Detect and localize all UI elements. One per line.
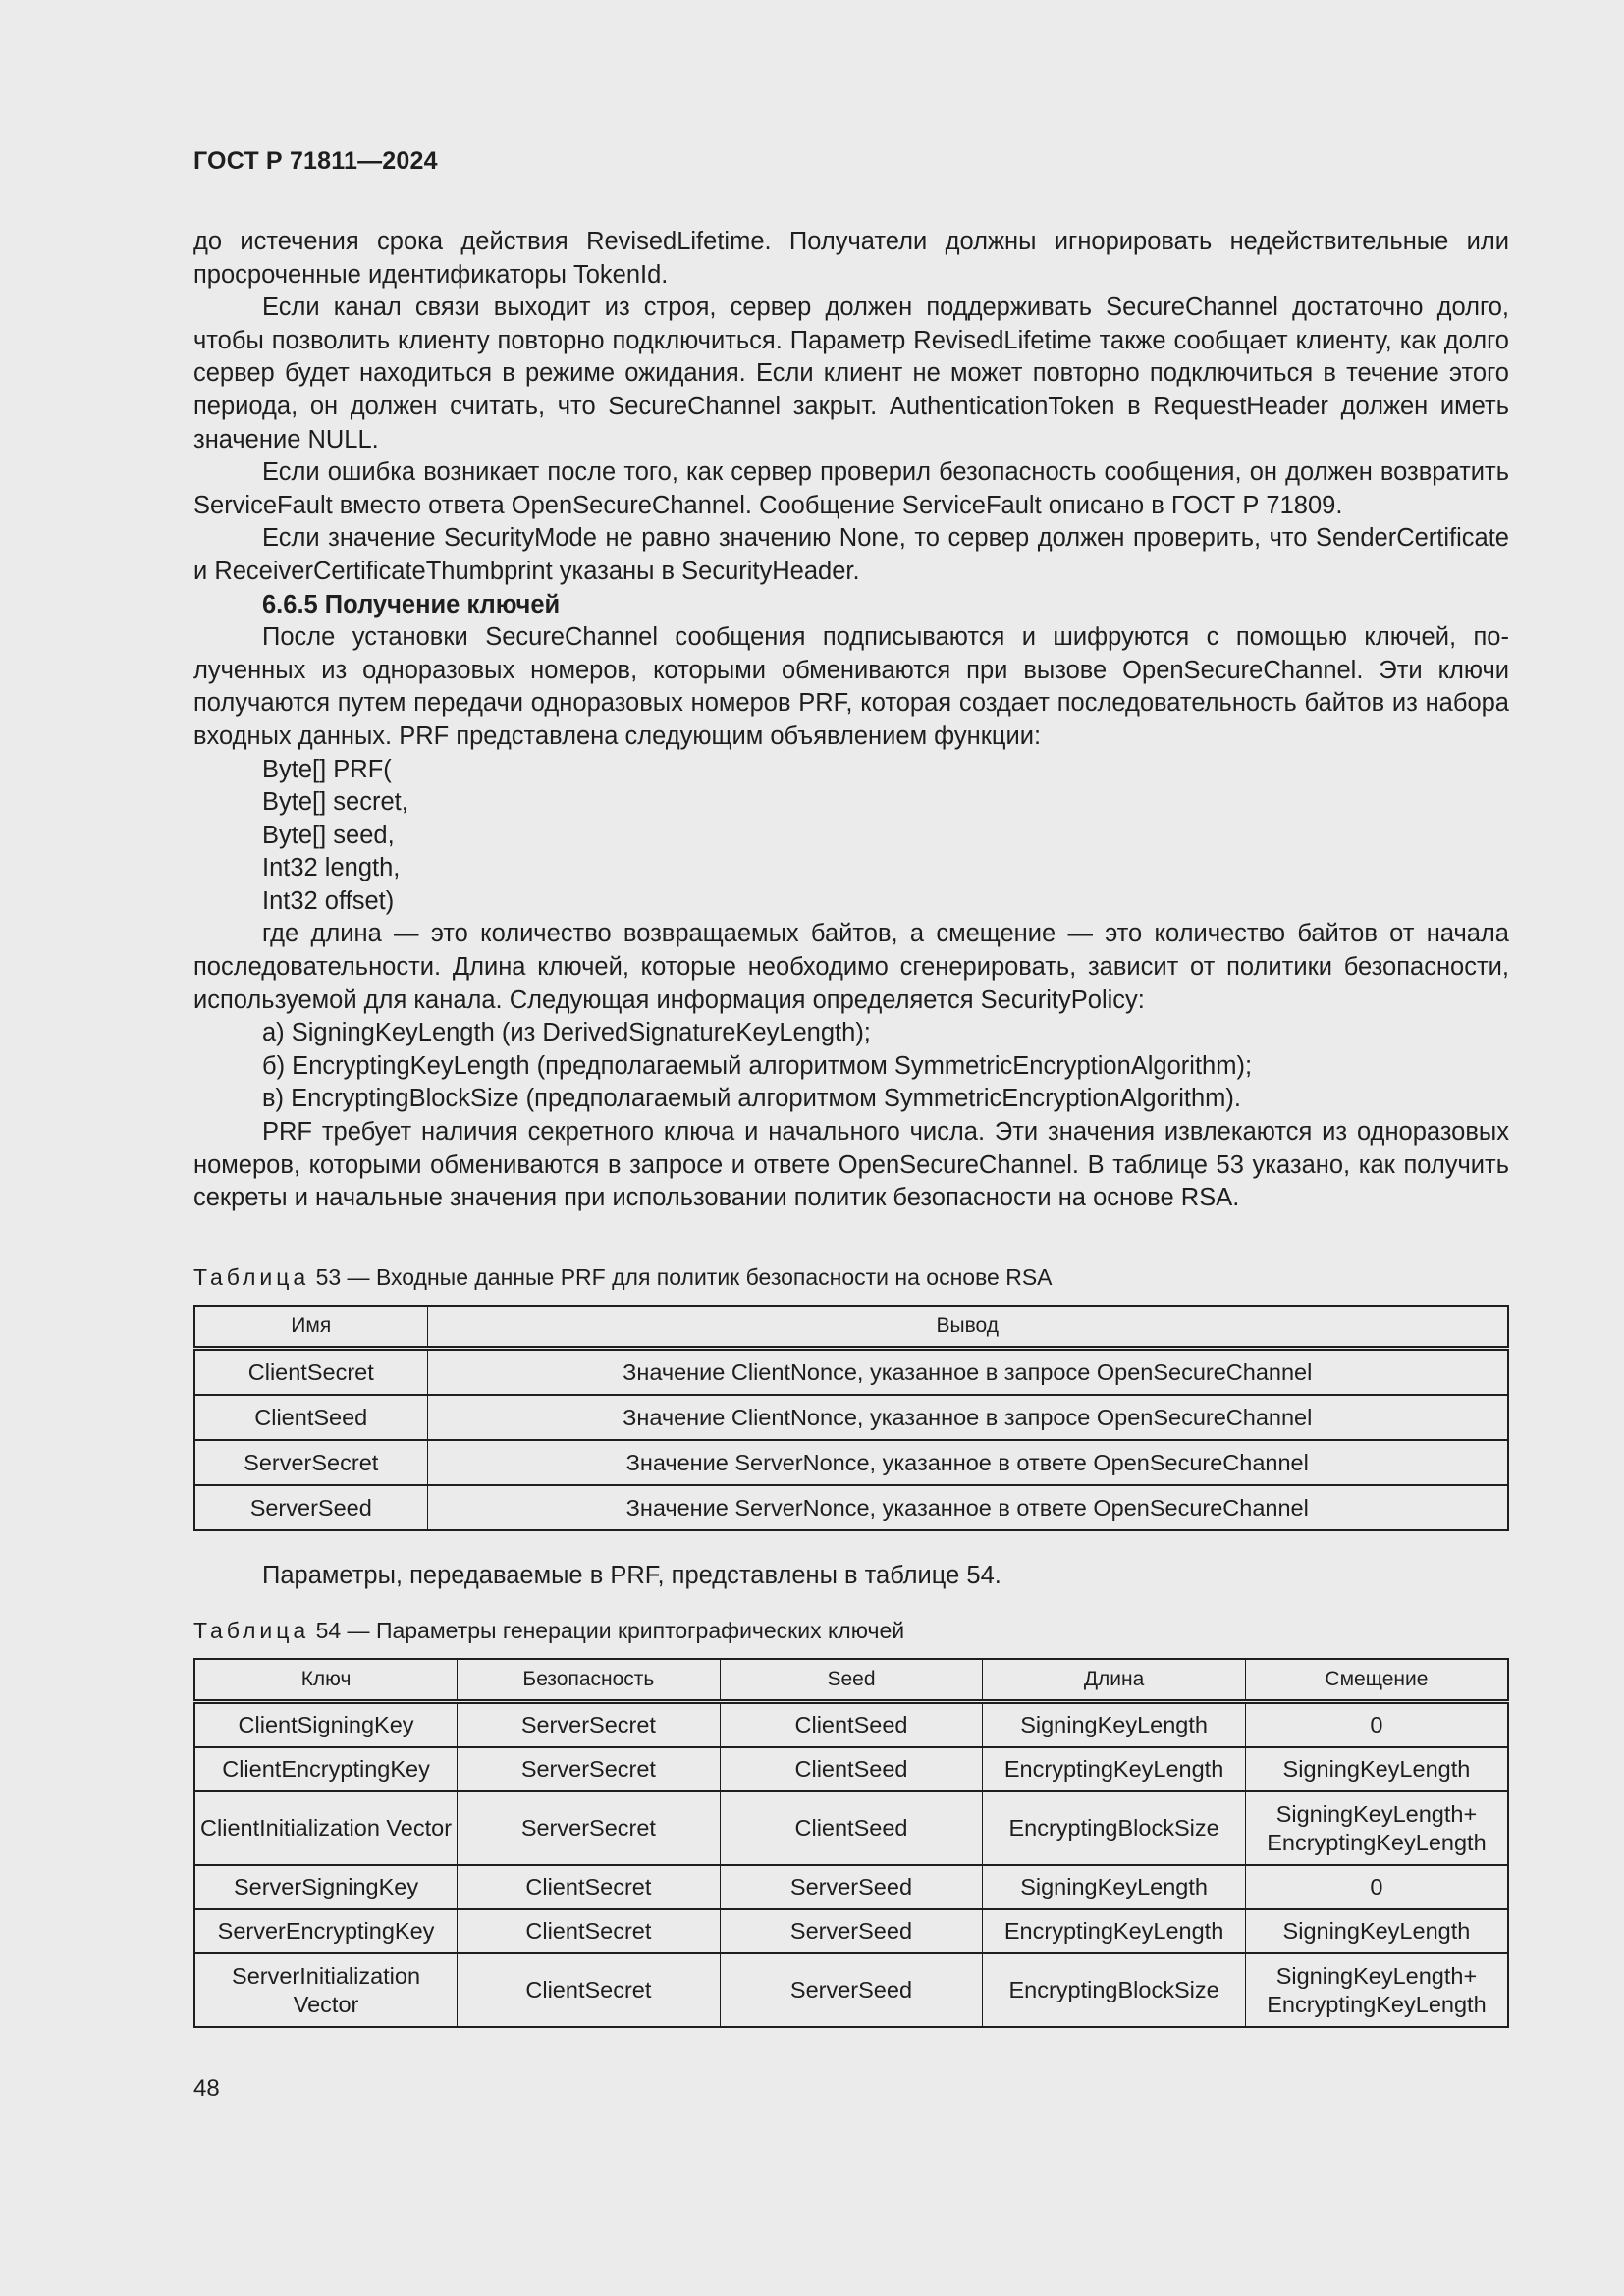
table-cell: 0	[1245, 1702, 1508, 1748]
column-header: Имя	[194, 1306, 427, 1349]
column-header: Ключ	[194, 1659, 458, 1702]
document-id-header: ГОСТ Р 71811—2024	[193, 147, 438, 175]
table-cell: ClientEncryptingKey	[194, 1747, 458, 1791]
table-cell: EncryptingBlockSize	[983, 1953, 1246, 2027]
table-row	[194, 1440, 1508, 1485]
body-text	[193, 226, 1509, 1215]
table-caption-label: Таблица	[193, 1264, 310, 1290]
table-row	[194, 1747, 1508, 1791]
table-cell: ServerSeed	[194, 1485, 427, 1530]
column-header: Безопасность	[458, 1659, 721, 1702]
table-cell: EncryptingKeyLength	[983, 1747, 1246, 1791]
paragraph-error-handling: Если ошибка возникает после того, как сервер проверил безопасность сообщения, он должен возвратить ServiceFault вместо ответа OpenSecureChannel. Сообщение ServiceFault описано в ГОСТ Р 71809.	[193, 458, 1509, 519]
table-row	[194, 1485, 1508, 1530]
table-cell: ServerSecret	[194, 1440, 427, 1485]
table-cell: Значение ServerNonce, указанное в ответе OpenSecureChannel	[427, 1485, 1508, 1530]
code-line: Byte[] secret,	[262, 788, 408, 817]
code-line: Int32 offset)	[262, 886, 395, 915]
table-cell: SigningKeyLength	[983, 1702, 1246, 1748]
table-cell: Значение ClientNonce, указанное в запросе OpenSecureChannel	[427, 1395, 1508, 1440]
table-caption-text: 53 — Входные данные PRF для политик безопасности на основе RSA	[315, 1264, 1053, 1290]
table-row	[194, 1702, 1508, 1748]
code-line: Int32 length,	[262, 854, 401, 882]
table-row	[194, 1953, 1508, 2027]
list-item: а) SigningKeyLength (из DerivedSignatureKeyLength);	[262, 1019, 871, 1047]
list-item: б) EncryptingKeyLength (предполагаемый алгоритмом SymmetricEncryptionAlgorithm);	[262, 1051, 1253, 1080]
table-cell: EncryptingKeyLength	[983, 1909, 1246, 1953]
table-cell: ServerEncryptingKey	[194, 1909, 458, 1953]
table-cell: ClientSeed	[720, 1702, 983, 1748]
paragraph-length-offset: где длина — это количество возвращаемых байтов, а смещение — это количество байтов от начала последовательности. Длина ключей, которые необходимо сгенерировать, зависит от политики безопасности, используемой для канала. Следующая информация определяется SecurityPolicy:	[193, 920, 1509, 1014]
table-cell: ServerSecret	[458, 1747, 721, 1791]
table-cell: ClientSeed	[720, 1747, 983, 1791]
table-row	[194, 1349, 1508, 1396]
table-cell: SigningKeyLength	[1245, 1909, 1508, 1953]
table-cell: ServerSeed	[720, 1909, 983, 1953]
table-53-prf-inputs	[193, 1305, 1509, 1531]
table-caption-label: Таблица	[193, 1618, 310, 1643]
paragraph-channel-failure: Если канал связи выходит из строя, сервер должен поддерживать SecureChannel достаточно долго, чтобы позволить клиенту повторно подключиться. Параметр RevisedLifetime также сообщает клиенту, как долго сервер будет находиться в режиме ожидания. Если клиент не может повторно подключиться в течение этого периода, он должен считать, что SecureChannel закрыт. AuthenticationToken в RequestHeader должен иметь значение NULL.	[193, 294, 1509, 454]
table-cell: ClientInitialization Vector	[194, 1791, 458, 1865]
paragraph-key-derivation: После установки SecureChannel сообщения подписываются и шифруются с помощью ключей, полученных из одноразовых номеров, которыми обмениваются при вызове OpenSecureChannel. Эти ключи получаются путем передачи одноразовых номеров PRF, которая создает последовательность байтов из набора входных данных. PRF представлена следующим объявлением функции:	[193, 623, 1509, 750]
table-cell: SigningKeyLength+ EncryptingKeyLength	[1245, 1953, 1508, 2027]
paragraph-continuation: до истечения срока действия RevisedLifetime. Получатели должны игнорировать недействительные или просроченные идентификаторы TokenId.	[193, 228, 1509, 289]
table-cell: SigningKeyLength+ EncryptingKeyLength	[1245, 1791, 1508, 1865]
table-cell: Значение ServerNonce, указанное в ответе OpenSecureChannel	[427, 1440, 1508, 1485]
page-number: 48	[193, 2075, 220, 2102]
table-cell: ClientSecret	[458, 1909, 721, 1953]
table-cell: ClientSeed	[194, 1395, 427, 1440]
table-cell: ServerSecret	[458, 1791, 721, 1865]
table-cell: ServerInitialization Vector	[194, 1953, 458, 2027]
table-cell: SigningKeyLength	[1245, 1747, 1508, 1791]
code-line: Byte[] seed,	[262, 821, 395, 849]
table-cell: ServerSecret	[458, 1702, 721, 1748]
table-cell: ClientSeed	[720, 1791, 983, 1865]
table-cell: EncryptingBlockSize	[983, 1791, 1246, 1865]
paragraph-params: Параметры, передаваемые в PRF, представлены в таблице 54.	[262, 1562, 1001, 1589]
table-row	[194, 1865, 1508, 1909]
table-cell: Значение ClientNonce, указанное в запросе OpenSecureChannel	[427, 1349, 1508, 1396]
column-header: Seed	[720, 1659, 983, 1702]
table-cell: ClientSecret	[458, 1865, 721, 1909]
table-cell: ClientSigningKey	[194, 1702, 458, 1748]
table-cell: ServerSigningKey	[194, 1865, 458, 1909]
table-cell: ClientSecret	[458, 1953, 721, 2027]
table-cell: ClientSecret	[194, 1349, 427, 1396]
table-54-key-generation-params	[193, 1658, 1509, 2028]
table-cell: ServerSeed	[720, 1953, 983, 2027]
column-header: Вывод	[427, 1306, 1508, 1349]
column-header: Смещение	[1245, 1659, 1508, 1702]
table-header-row	[194, 1659, 1508, 1702]
table-row	[194, 1395, 1508, 1440]
paragraph-prf-secrets: PRF требует наличия секретного ключа и начального числа. Эти значения извлекаются из одноразовых номеров, которыми обмениваются в запросе и ответе OpenSecureChannel. В таблице 53 указано, как получить секреты и начальные значения при использовании политик безопасности на основе RSA.	[193, 1118, 1509, 1212]
table-row	[194, 1791, 1508, 1865]
list-item: в) EncryptingBlockSize (предполагаемый алгоритмом SymmetricEncryptionAlgorithm).	[262, 1085, 1242, 1113]
table-54-caption	[193, 1618, 904, 1644]
table-header-row	[194, 1306, 1508, 1349]
paragraph-security-mode: Если значение SecurityMode не равно значению None, то сервер должен проверить, что SenderCertificate и ReceiverCertificateThumbprint указаны в SecurityHeader.	[193, 524, 1509, 585]
code-line: Byte[] PRF(	[262, 755, 392, 783]
table-row	[194, 1909, 1508, 1953]
column-header: Длина	[983, 1659, 1246, 1702]
table-cell: ServerSeed	[720, 1865, 983, 1909]
table-cell: 0	[1245, 1865, 1508, 1909]
table-cell: SigningKeyLength	[983, 1865, 1246, 1909]
section-heading: 6.6.5 Получение ключей	[262, 590, 561, 618]
table-53-caption	[193, 1264, 1053, 1291]
table-caption-text: 54 — Параметры генерации криптографических ключей	[315, 1618, 905, 1643]
